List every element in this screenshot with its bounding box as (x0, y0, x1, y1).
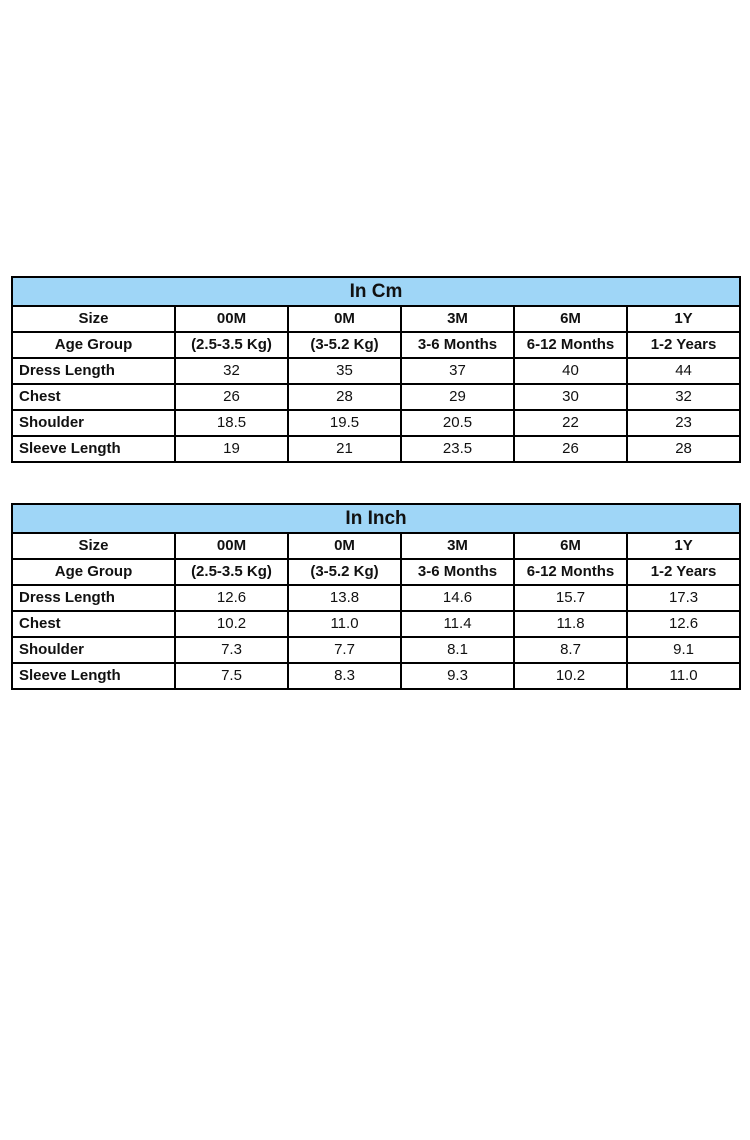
table-row (12, 358, 740, 384)
table-row (12, 663, 740, 689)
measurement-cell: 32 (175, 358, 288, 384)
measurement-cell: 17.3 (627, 585, 740, 611)
measurement-cell: 32 (627, 384, 740, 410)
measurement-cell: 8.3 (288, 663, 401, 689)
table-row (12, 384, 740, 410)
measurement-cell: 11.0 (288, 611, 401, 637)
age-group-cell: (3-5.2 Kg) (288, 332, 401, 358)
measurement-label: Sleeve Length (12, 436, 175, 462)
measurement-cell: 8.1 (401, 637, 514, 663)
table-title: In Inch (12, 504, 740, 533)
measurement-cell: 30 (514, 384, 627, 410)
measurement-cell: 40 (514, 358, 627, 384)
table-title: In Cm (12, 277, 740, 306)
table-title-row (12, 504, 740, 533)
measurement-cell: 7.5 (175, 663, 288, 689)
table-title-row (12, 277, 740, 306)
size-row (12, 533, 740, 559)
measurement-label: Dress Length (12, 585, 175, 611)
measurement-cell: 11.8 (514, 611, 627, 637)
measurement-cell: 28 (627, 436, 740, 462)
measurement-cell: 22 (514, 410, 627, 436)
size-row-label: Size (12, 306, 175, 332)
table-row (12, 637, 740, 663)
table-row (12, 585, 740, 611)
measurement-cell: 44 (627, 358, 740, 384)
measurement-cell: 26 (514, 436, 627, 462)
measurement-cell: 10.2 (175, 611, 288, 637)
measurement-cell: 9.1 (627, 637, 740, 663)
age-group-cell: (2.5-3.5 Kg) (175, 332, 288, 358)
size-header-cell: 6M (514, 533, 627, 559)
measurement-cell: 8.7 (514, 637, 627, 663)
size-chart-inch-table (11, 503, 741, 690)
measurement-cell: 12.6 (175, 585, 288, 611)
measurement-label: Shoulder (12, 410, 175, 436)
size-header-cell: 0M (288, 533, 401, 559)
measurement-label: Chest (12, 611, 175, 637)
measurement-cell: 29 (401, 384, 514, 410)
age-group-row (12, 332, 740, 358)
measurement-cell: 11.0 (627, 663, 740, 689)
size-chart-cm-table (11, 276, 741, 463)
measurement-cell: 23.5 (401, 436, 514, 462)
age-group-cell: 1-2 Years (627, 332, 740, 358)
size-header-cell: 1Y (627, 533, 740, 559)
table-row (12, 410, 740, 436)
measurement-cell: 13.8 (288, 585, 401, 611)
size-header-cell: 0M (288, 306, 401, 332)
age-group-cell: (2.5-3.5 Kg) (175, 559, 288, 585)
measurement-cell: 18.5 (175, 410, 288, 436)
measurement-cell: 26 (175, 384, 288, 410)
size-header-cell: 1Y (627, 306, 740, 332)
age-group-cell: 1-2 Years (627, 559, 740, 585)
measurement-label: Chest (12, 384, 175, 410)
measurement-cell: 35 (288, 358, 401, 384)
measurement-cell: 7.3 (175, 637, 288, 663)
age-group-cell: 6-12 Months (514, 332, 627, 358)
measurement-label: Shoulder (12, 637, 175, 663)
size-header-cell: 3M (401, 533, 514, 559)
size-row-label: Size (12, 533, 175, 559)
measurement-cell: 10.2 (514, 663, 627, 689)
size-header-cell: 3M (401, 306, 514, 332)
size-header-cell: 00M (175, 306, 288, 332)
size-row (12, 306, 740, 332)
measurement-cell: 37 (401, 358, 514, 384)
table-row (12, 436, 740, 462)
measurement-cell: 9.3 (401, 663, 514, 689)
measurement-cell: 11.4 (401, 611, 514, 637)
measurement-cell: 19.5 (288, 410, 401, 436)
measurement-label: Sleeve Length (12, 663, 175, 689)
age-group-row (12, 559, 740, 585)
measurement-cell: 23 (627, 410, 740, 436)
measurement-label: Dress Length (12, 358, 175, 384)
table-row (12, 611, 740, 637)
age-group-row-label: Age Group (12, 559, 175, 585)
measurement-cell: 28 (288, 384, 401, 410)
age-group-cell: (3-5.2 Kg) (288, 559, 401, 585)
age-group-row-label: Age Group (12, 332, 175, 358)
age-group-cell: 3-6 Months (401, 332, 514, 358)
age-group-cell: 6-12 Months (514, 559, 627, 585)
measurement-cell: 19 (175, 436, 288, 462)
measurement-cell: 20.5 (401, 410, 514, 436)
age-group-cell: 3-6 Months (401, 559, 514, 585)
measurement-cell: 15.7 (514, 585, 627, 611)
size-header-cell: 00M (175, 533, 288, 559)
measurement-cell: 21 (288, 436, 401, 462)
measurement-cell: 7.7 (288, 637, 401, 663)
measurement-cell: 12.6 (627, 611, 740, 637)
size-header-cell: 6M (514, 306, 627, 332)
measurement-cell: 14.6 (401, 585, 514, 611)
